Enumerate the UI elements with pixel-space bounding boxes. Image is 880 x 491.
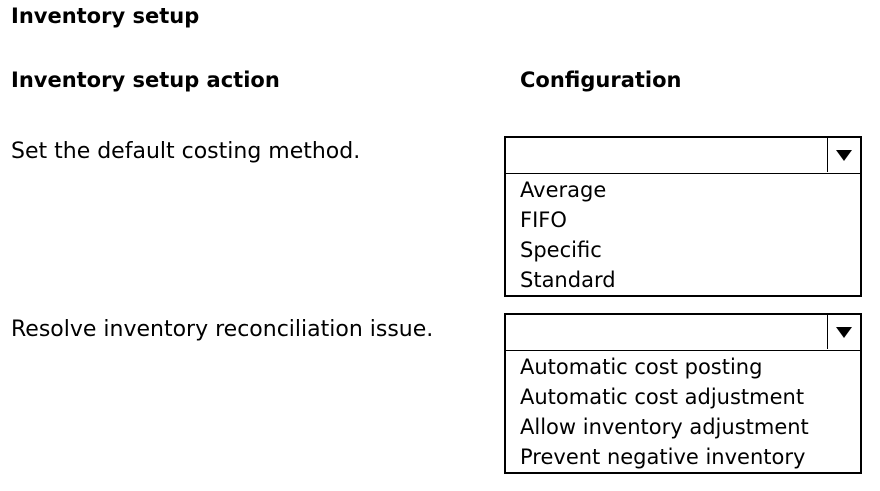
action-label-reconciliation-issue: Resolve inventory reconciliation issue. <box>11 317 434 342</box>
dropdown-option[interactable]: Specific <box>520 238 602 262</box>
dropdown-option[interactable]: Standard <box>520 268 616 292</box>
dropdown-option[interactable]: Automatic cost adjustment <box>520 385 805 409</box>
column-header-action: Inventory setup action <box>11 68 280 92</box>
costing-method-select[interactable] <box>506 138 860 174</box>
reconciliation-dropdown[interactable] <box>504 313 862 474</box>
dropdown-toggle-button[interactable] <box>827 138 860 172</box>
dropdown-option[interactable]: Automatic cost posting <box>520 355 763 379</box>
triangle-down-icon <box>836 327 852 338</box>
dropdown-option[interactable]: Allow inventory adjustment <box>520 415 809 439</box>
page-title: Inventory setup <box>11 4 200 28</box>
costing-method-dropdown[interactable] <box>504 136 862 297</box>
action-label-costing-method: Set the default costing method. <box>11 139 361 164</box>
dropdown-option[interactable]: Average <box>520 178 607 202</box>
reconciliation-select[interactable] <box>506 315 860 351</box>
reconciliation-options <box>506 351 860 472</box>
dropdown-toggle-button[interactable] <box>827 315 860 349</box>
column-header-configuration: Configuration <box>520 68 682 92</box>
dropdown-option[interactable]: FIFO <box>520 208 567 232</box>
triangle-down-icon <box>836 150 852 161</box>
costing-method-options <box>506 174 860 295</box>
dropdown-option[interactable]: Prevent negative inventory <box>520 445 806 469</box>
